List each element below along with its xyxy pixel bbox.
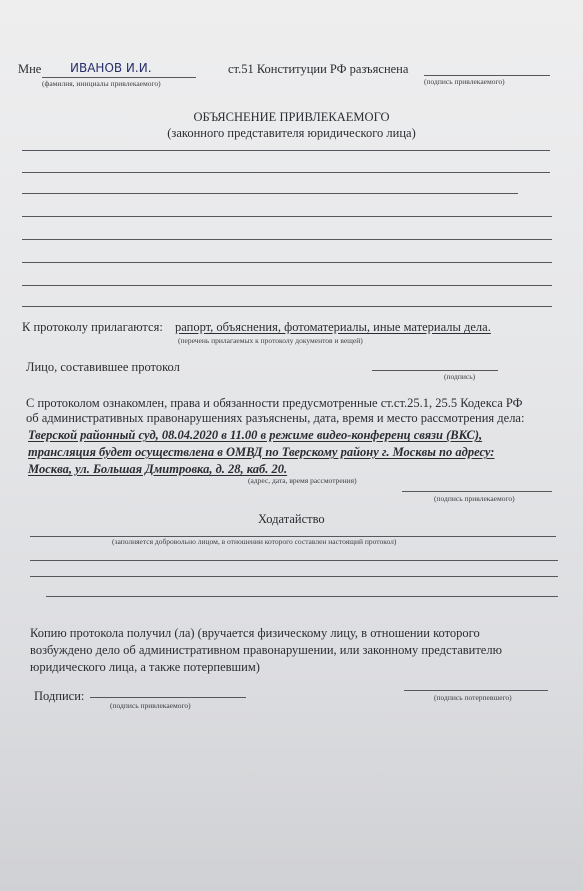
explanation-line — [22, 172, 550, 173]
attachments-label: К протоколу прилагаются: — [22, 320, 163, 334]
explanation-line — [22, 306, 552, 307]
petition-title: Ходатайство — [258, 512, 325, 526]
accused-signature-line — [90, 697, 246, 698]
signatures-label: Подписи: — [34, 689, 85, 703]
composer-signature-line — [372, 370, 498, 371]
page-subtitle: (законного представителя юридического лица) — [167, 126, 416, 140]
accused-signature-caption: (подпись привлекаемого) — [110, 701, 191, 710]
court-details-caption: (адрес, дата, время рассмотрения) — [248, 476, 357, 485]
name-underline — [42, 77, 196, 78]
petition-line — [30, 576, 558, 577]
explanation-line — [22, 193, 518, 194]
copy-received-line-2: возбуждено дело об административном правонарушении, или законному представителю — [30, 643, 502, 657]
constitution-text: ст.51 Конституции РФ разъяснена — [228, 62, 409, 76]
explanation-line — [22, 216, 552, 217]
signature-caption-header: (подпись привлекаемого) — [424, 77, 505, 86]
acknowledgment-line-2: об административных правонарушениях разъяснены, дата, время и место рассмотрения дела: — [26, 411, 525, 425]
victim-signature-caption: (подпись потерпевшего) — [434, 693, 512, 702]
acknowledgment-signature-caption: (подпись привлекаемого) — [434, 494, 515, 503]
attachments-caption: (перечень прилагаемых к протоколу документов и вещей) — [178, 336, 363, 345]
attachments-value: рапорт, объяснения, фотоматериалы, иные материалы дела. — [175, 320, 491, 334]
copy-received-line-1: Копию протокола получил (ла) (вручается физическому лицу, в отношении которого — [30, 626, 480, 640]
composer-signature-caption: (подпись) — [444, 372, 476, 381]
accused-name-value: ИВАНОВ И.И. — [70, 61, 152, 75]
court-details-line-1: Тверской районный суд, 08.04.2020 в 11.00 в режиме видео-конференц связи (ВКС), — [28, 428, 483, 442]
explanation-line — [22, 262, 552, 263]
signature-line-header — [424, 75, 550, 76]
petition-line — [46, 596, 558, 597]
victim-signature-line — [404, 690, 548, 691]
court-details-line-2: трансляция будет осуществлена в ОМВД по Тверскому району г. Москвы по адресу: — [28, 445, 495, 459]
composer-label: Лицо, составившее протокол — [26, 360, 180, 374]
petition-line — [30, 560, 558, 561]
court-details-line-3: Москва, ул. Большая Дмитровка, д. 28, каб. 20. — [28, 462, 288, 476]
me-label: Мне — [18, 62, 42, 76]
name-caption: (фамилия, инициалы привлекаемого) — [42, 79, 161, 88]
petition-caption: (заполняется добровольно лицом, в отношении которого составлен настоящий протокол) — [112, 537, 397, 546]
explanation-line — [22, 150, 550, 151]
explanation-line — [22, 285, 552, 286]
copy-received-line-3: юридического лица, а также потерпевшим) — [30, 660, 260, 674]
acknowledgment-line-1: С протоколом ознакомлен, права и обязанности предусмотренные ст.ст.25.1, 25.5 Кодекса РФ — [26, 396, 523, 410]
page-title: ОБЪЯСНЕНИЕ ПРИВЛЕКАЕМОГО — [193, 110, 390, 124]
acknowledgment-signature-line — [402, 491, 552, 492]
explanation-line — [22, 239, 552, 240]
